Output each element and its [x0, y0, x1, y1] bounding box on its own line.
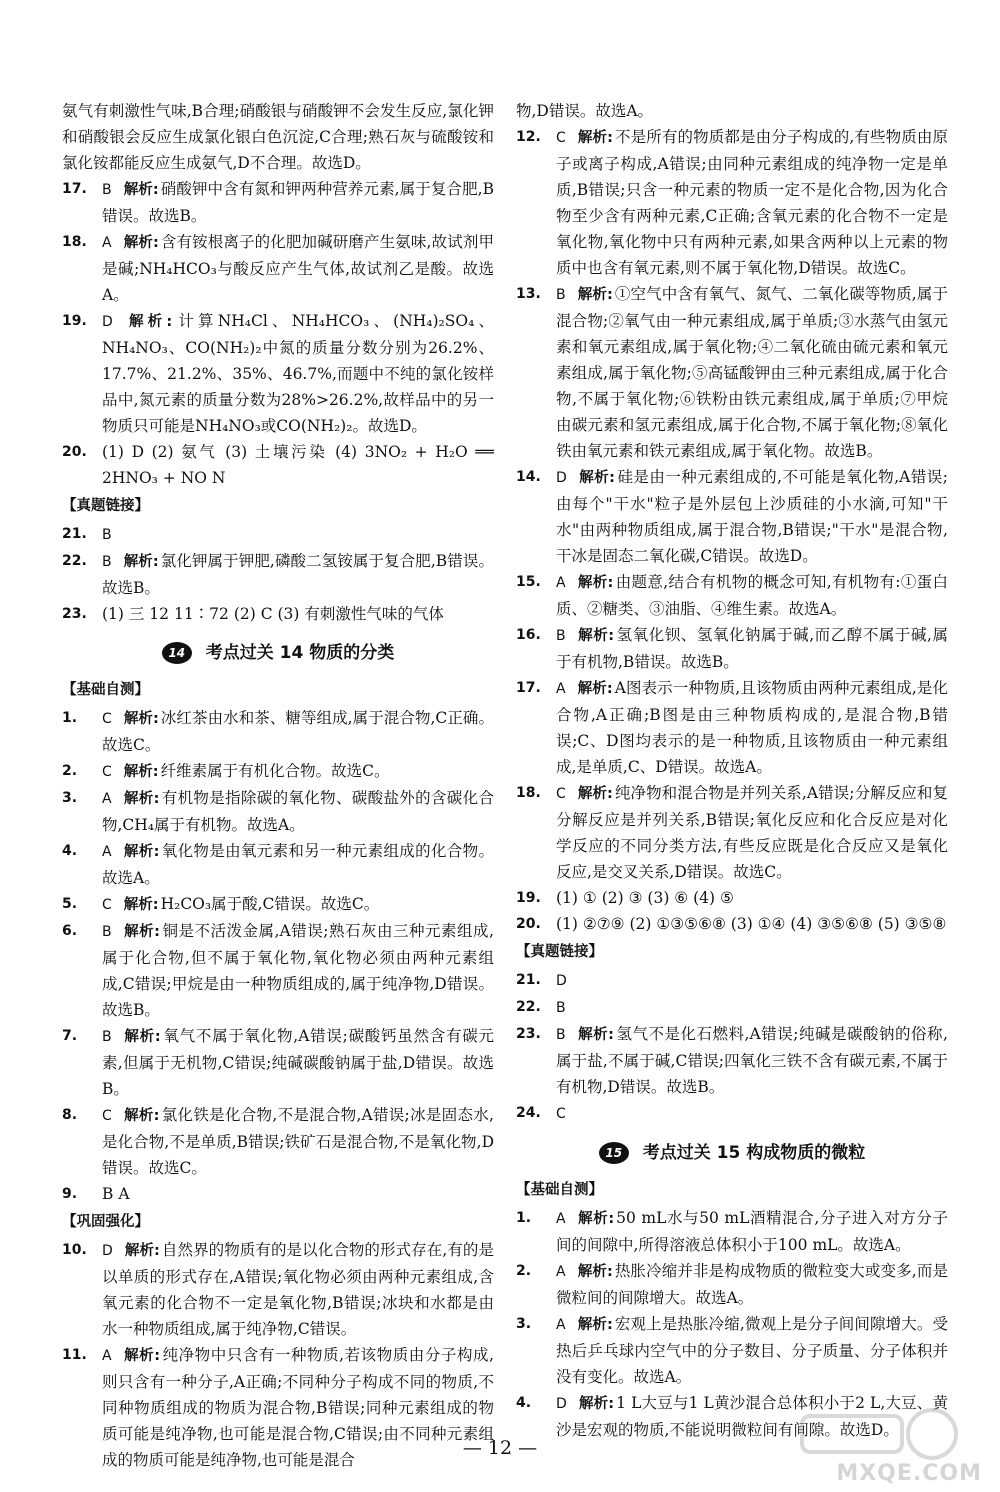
answer-text: ①空气中含有氧气、氮气、二氧化碳等物质,属于混合物;②氧气由一种元素组成,属于单质;③水蒸气由氢元素和氧元素组成,属于氧化物;④二氧化硫由硫元素和氧元素组成,属于氧化物;⑤高锰酸钾由三种元素组成,属于化合物,不属于氧化物;⑥铁粉由铁元素组成,属于单质;⑦甲烷由碳元素和氢元素组成,属于化合物,不属于氧化物;⑧氧化铁由氧元素和铁元素组成,属于氧化物。故选B。 — [556, 285, 948, 460]
question-number: 2. — [516, 1263, 532, 1279]
analysis-label: 解析: — [123, 791, 160, 807]
subsection-heading: 【基础自测】 — [516, 1182, 603, 1198]
question-number: 7. — [62, 1028, 78, 1044]
answer-letter: A — [102, 791, 112, 807]
answer-text: 氯化铁是化合物,不是混合物,A错误;冰是固态水,是化合物,不是单质,B错误;铁矿石是混合物,不是氧化物,D错误。故选C。 — [102, 1106, 494, 1177]
analysis-label: 解析: — [123, 554, 159, 570]
answer-entry — [516, 124, 948, 281]
subsection-heading: 【真题链接】 — [62, 498, 149, 514]
question-number: 21. — [516, 972, 541, 988]
right-column — [516, 98, 948, 1443]
answer-letter: D — [556, 973, 567, 989]
answer-text: 含有铵根离子的化肥加碱研磨产生氨味,故试剂甲是碱;NH₄HCO₃与酸反应产生气体,故试剂乙是酸。故选A。 — [102, 233, 494, 304]
answer-entry — [62, 838, 494, 891]
question-number: 11. — [62, 1347, 87, 1363]
answer-letter: A — [556, 1211, 566, 1227]
answer-entry — [62, 918, 494, 1023]
question-number: 20. — [516, 916, 541, 932]
analysis-label: 解析: — [577, 1211, 615, 1227]
subsection-heading: 【真题链接】 — [516, 944, 603, 960]
answer-text: H₂CO₃属于酸,C错误。故选C。 — [160, 895, 380, 913]
question-number: 22. — [516, 999, 541, 1015]
analysis-label: 解析: — [123, 897, 159, 913]
section-title-text: 考点过关 14 物质的分类 — [205, 643, 395, 663]
answer-letter: C — [102, 1108, 112, 1124]
watermark-text: MXQE.COM — [836, 1461, 982, 1486]
answer-text: 氢气不是化石燃料,A错误;纯碱是碳酸钠的俗称,属于盐,不属于碱,C错误;四氧化三铁不含有碳元素,不属于有机物,D错误。故选B。 — [556, 1025, 948, 1096]
answer-entry — [516, 1258, 948, 1311]
answer-text: 氧化物是由氧元素和另一种元素组成的化合物。故选A。 — [102, 842, 494, 887]
question-number: 12. — [516, 129, 541, 145]
analysis-label: 解析: — [577, 130, 613, 146]
answer-letter: C — [556, 130, 566, 146]
answer-text: 不是所有的物质都是由分子构成的,有些物质由原子或离子构成,A错误;由同种元素组成的纯净物一定是单质,B错误;只含一种元素的物质一定不是化合物,因为化合物至少含有两种元素,C正确;含氧元素的化合物不一定是氧化物,氧化物中只有两种元素,如果含两种以上元素的物质中也含有氧元素,则不属于氧化物,D错误。故选C。 — [556, 128, 948, 277]
answer-text: 氯化钾属于钾肥,磷酸二氢铵属于复合肥,B错误。故选B。 — [102, 552, 494, 597]
answer-entry — [516, 281, 948, 464]
answer-entry — [62, 705, 494, 758]
question-number: 3. — [516, 1316, 532, 1332]
question-number: 15. — [516, 574, 541, 590]
answer-continuation — [62, 98, 494, 176]
answer-text: 氢氧化钡、氢氧化钠属于碱,而乙醇不属于碱,属于有机物,B错误。故选B。 — [556, 626, 948, 671]
answer-letter: C — [102, 897, 112, 913]
answer-text: 硅是由一种元素组成的,不可能是氧化物,A错误;由每个"干水"粒子是外层包上沙质硅的小水滴,可知"干水"由两种物质组成,属于混合物,B错误;"干水"是混合物,干冰是固态二氧化碳,C错误。故选D。 — [556, 468, 948, 565]
answer-letter: B — [556, 1000, 566, 1016]
answer-entry — [516, 780, 948, 885]
answer-text: 50 mL水与50 mL酒精混合,分子进入对方分子间的间隙中,所得溶液总体积小于100 mL。故选A。 — [556, 1209, 948, 1254]
answer-text: B A — [102, 1185, 130, 1203]
section-badge: 15 — [599, 1142, 629, 1164]
subsection-heading: 【巩固强化】 — [62, 1214, 149, 1230]
analysis-label: 解析: — [123, 844, 160, 860]
answer-entry — [62, 229, 494, 308]
analysis-label: 解析: — [123, 924, 160, 940]
answer-letter: C — [556, 786, 566, 802]
answer-text: A图表示一种物质,且该物质由两种元素组成,是化合物,A正确;B图是由三种物质构成的,是混合物,B错误;C、D图均表示的是一种物质,且该物质由一种元素组成,是单质,C、D错误。故选A。 — [556, 679, 948, 776]
section-title — [62, 633, 494, 673]
analysis-label: 解析: — [578, 1396, 615, 1412]
answer-text: 物,D错误。故选A。 — [516, 102, 654, 120]
answer-text: 氧气不属于氧化物,A错误;碳酸钙虽然含有碳元素,但属于无机物,C错误;纯碱碳酸钠属于盐,D错误。故选B。 — [102, 1027, 494, 1098]
analysis-label: 解析: — [123, 1348, 161, 1364]
question-number: 8. — [62, 1107, 78, 1123]
question-number: 14. — [516, 469, 541, 485]
question-number: 17. — [62, 181, 87, 197]
answer-entry — [62, 891, 494, 918]
answer-entry — [62, 308, 494, 439]
answer-letter: D — [556, 470, 567, 486]
watermark-icon — [782, 1406, 982, 1466]
analysis-label: 解析: — [577, 1027, 614, 1043]
answer-letter: B — [102, 554, 112, 570]
question-number: 9. — [62, 1186, 78, 1202]
answer-letter: B — [556, 287, 566, 303]
answer-text: 1 L大豆与1 L黄沙混合总体积小于2 L,大豆、黄沙是宏观的物质,不能说明微粒间有间隙。故选D。 — [556, 1394, 948, 1439]
question-number: 3. — [62, 790, 78, 806]
watermark-logo — [782, 1406, 982, 1486]
question-number: 20. — [62, 444, 87, 460]
answer-entry — [516, 885, 948, 911]
answer-entry — [516, 1100, 948, 1127]
answer-text: 硝酸钾中含有氮和钾两种营养元素,属于复合肥,B错误。故选B。 — [102, 180, 494, 225]
answer-entry — [62, 758, 494, 785]
answer-text: 纯净物和混合物是并列关系,A错误;分解反应和复分解反应是并列关系,B错误;氧化反应和化合反应是对化学反应的不同分类方法,有些反应既是化合反应又是氧化反应,是交叉关系,D错误。故选C。 — [556, 784, 948, 881]
answer-text: (1) ① (2) ③ (3) ⑥ (4) ⑤ — [556, 889, 734, 907]
analysis-label: 解析: — [123, 235, 159, 251]
answer-text: 自然界的物质有的是以化合物的形式存在,有的是以单质的形式存在,A错误;氧化物必须由两种元素组成,含氧元素的化合物不一定是氧化物,B错误;冰块和水都是由水一种物质组成,属于纯净物,C错误。 — [102, 1241, 494, 1338]
answer-text: 铜是不活泼金属,A错误;熟石灰由三种元素组成,属于化合物,但不属于氧化物,氧化物必须由两种元素组成,C错误;甲烷是由一种物质组成的,属于纯净物,D错误。故选B。 — [102, 922, 494, 1019]
answer-letter: D — [556, 1396, 567, 1412]
section-title-text: 考点过关 15 构成物质的微粒 — [642, 1143, 866, 1163]
answer-entry — [516, 622, 948, 675]
question-number: 18. — [516, 785, 541, 801]
analysis-label: 解析: — [123, 1029, 161, 1045]
answer-letter: B — [102, 182, 112, 198]
answer-letter: B — [102, 924, 112, 940]
answer-entry — [516, 994, 948, 1021]
answer-entry — [62, 785, 494, 838]
answer-letter: D — [102, 314, 113, 330]
answer-entry — [62, 521, 494, 548]
question-number: 13. — [516, 286, 541, 302]
answer-entry — [516, 911, 948, 937]
question-number: 18. — [62, 234, 87, 250]
answer-entry — [516, 1311, 948, 1390]
analysis-label: 解析: — [577, 628, 615, 644]
analysis-label: 解析: — [578, 470, 615, 486]
analysis-label: 解析: — [577, 1317, 613, 1333]
question-number: 10. — [62, 1242, 87, 1258]
answer-entry — [516, 967, 948, 994]
answer-letter: A — [102, 235, 112, 251]
question-number: 4. — [62, 843, 78, 859]
answer-text: 纤维素属于有机化合物。故选C。 — [160, 762, 390, 780]
answer-entry — [62, 1102, 494, 1181]
analysis-label: 解析: — [577, 1264, 613, 1280]
answer-letter: A — [556, 1317, 566, 1333]
answer-letter: A — [556, 575, 566, 591]
analysis-label: 解析: — [124, 314, 173, 330]
answer-entry — [516, 569, 948, 622]
answer-letter: C — [556, 1106, 566, 1122]
analysis-label: 解析: — [124, 1243, 160, 1259]
answer-entry — [62, 548, 494, 601]
answer-text: (1) D (2) 氨气 (3) 土壤污染 (4) 3NO₂ + H₂O ══ 2HNO₃ + NO N — [102, 443, 494, 487]
answer-letter: A — [102, 1348, 112, 1364]
answer-entry — [516, 464, 948, 569]
question-number: 2. — [62, 763, 78, 779]
answer-continuation — [516, 98, 948, 124]
answer-letter: A — [556, 1264, 566, 1280]
page-number: — 12 — — [462, 1437, 538, 1459]
answer-text: 有机物是指除碳的氧化物、碳酸盐外的含碳化合物,CH₄属于有机物。故选A。 — [102, 789, 494, 834]
question-number: 1. — [516, 1210, 532, 1226]
answer-letter: C — [102, 764, 112, 780]
question-number: 24. — [516, 1105, 541, 1121]
question-number: 19. — [516, 890, 541, 906]
answer-letter: A — [102, 844, 112, 860]
answer-letter: A — [556, 681, 566, 697]
answer-entry — [516, 1205, 948, 1258]
answer-text: (1) 三 12 11∶72 (2) C (3) 有刺激性气味的气体 — [102, 605, 444, 623]
question-number: 17. — [516, 680, 541, 696]
analysis-label: 解析: — [577, 575, 614, 591]
answer-text: 由题意,结合有机物的概念可知,有机物有:①蛋白质、②糖类、③油脂、④维生素。故选A。 — [556, 573, 948, 618]
answer-letter: B — [556, 1027, 566, 1043]
question-number: 22. — [62, 553, 87, 569]
subsection-heading: 【基础自测】 — [62, 682, 149, 698]
analysis-label: 解析: — [577, 287, 613, 303]
question-number: 21. — [62, 526, 87, 542]
answer-entry — [516, 1021, 948, 1100]
question-number: 23. — [516, 1026, 541, 1042]
answer-entry — [516, 675, 948, 780]
analysis-label: 解析: — [577, 681, 613, 697]
question-number: 6. — [62, 923, 78, 939]
analysis-label: 解析: — [123, 711, 159, 727]
question-number: 1. — [62, 710, 78, 726]
answer-text: 宏观上是热胀冷缩,微观上是分子间间隙增大。受热后乒乓球内空气中的分子数目、分子质量、分子体积并没有变化。故选A。 — [556, 1315, 948, 1386]
analysis-label: 解析: — [123, 1108, 160, 1124]
answer-text: (1) ②⑦⑨ (2) ①③⑤⑥⑧ (3) ①④ (4) ③⑤⑥⑧ (5) ③⑤⑧ — [556, 915, 947, 933]
analysis-label: 解析: — [123, 764, 159, 780]
answer-text: 热胀冷缩并非是构成物质的微粒变大或变多,而是微粒间的间隙增大。故选A。 — [556, 1262, 948, 1307]
question-number: 4. — [516, 1395, 532, 1411]
answer-entry — [62, 439, 494, 491]
answer-text: 计算NH₄Cl、NH₄HCO₃、(NH₄)₂SO₄、NH₄NO₃、CO(NH₂)₂中氮的质量分数分别为26.2%、17.7%、21.2%、35%、46.7%,而题中不纯的氯化铵样品中,氮元素的质量分数为28%>26.2%,故样品中的另一物质只可能是NH₄NO₃或CO(NH₂)₂。故选D。 — [102, 312, 494, 435]
question-number: 5. — [62, 896, 78, 912]
answer-entry — [62, 1181, 494, 1207]
question-number: 16. — [516, 627, 541, 643]
question-number: 23. — [62, 606, 87, 622]
answer-entry — [62, 176, 494, 229]
analysis-label: 解析: — [577, 786, 613, 802]
answer-letter: B — [102, 527, 112, 543]
answer-text: 纯净物中只含有一种物质,若该物质由分子构成,则只含有一种分子,A正确;不同种分子构成不同的物质,不同种物质组成的物质为混合物,B错误;同种元素组成的物质可能是纯净物,也可能是混合物,C错误;由不同种元素组成的物质可能是纯净物,也可能是混合 — [102, 1346, 494, 1469]
answer-letter: B — [102, 1029, 112, 1045]
answer-entry — [62, 1023, 494, 1102]
answer-letter: C — [102, 711, 112, 727]
answer-entry — [62, 601, 494, 627]
answer-text: 氨气有刺激性气味,B合理;硝酸银与硝酸钾不会发生反应,氯化钾和硝酸银会反应生成氯化银白色沉淀,C合理;熟石灰与硫酸铵和氯化铵都能反应生成氨气,D不合理。故选D。 — [62, 102, 494, 172]
answer-letter: D — [102, 1243, 113, 1259]
analysis-label: 解析: — [123, 182, 159, 198]
section-badge: 14 — [162, 642, 192, 664]
answer-entry — [62, 1237, 494, 1342]
section-title — [516, 1133, 948, 1173]
answer-letter: B — [556, 628, 566, 644]
left-column — [62, 98, 494, 1473]
answer-text: 冰红茶由水和茶、糖等组成,属于混合物,C正确。故选C。 — [102, 709, 494, 754]
question-number: 19. — [62, 313, 87, 329]
